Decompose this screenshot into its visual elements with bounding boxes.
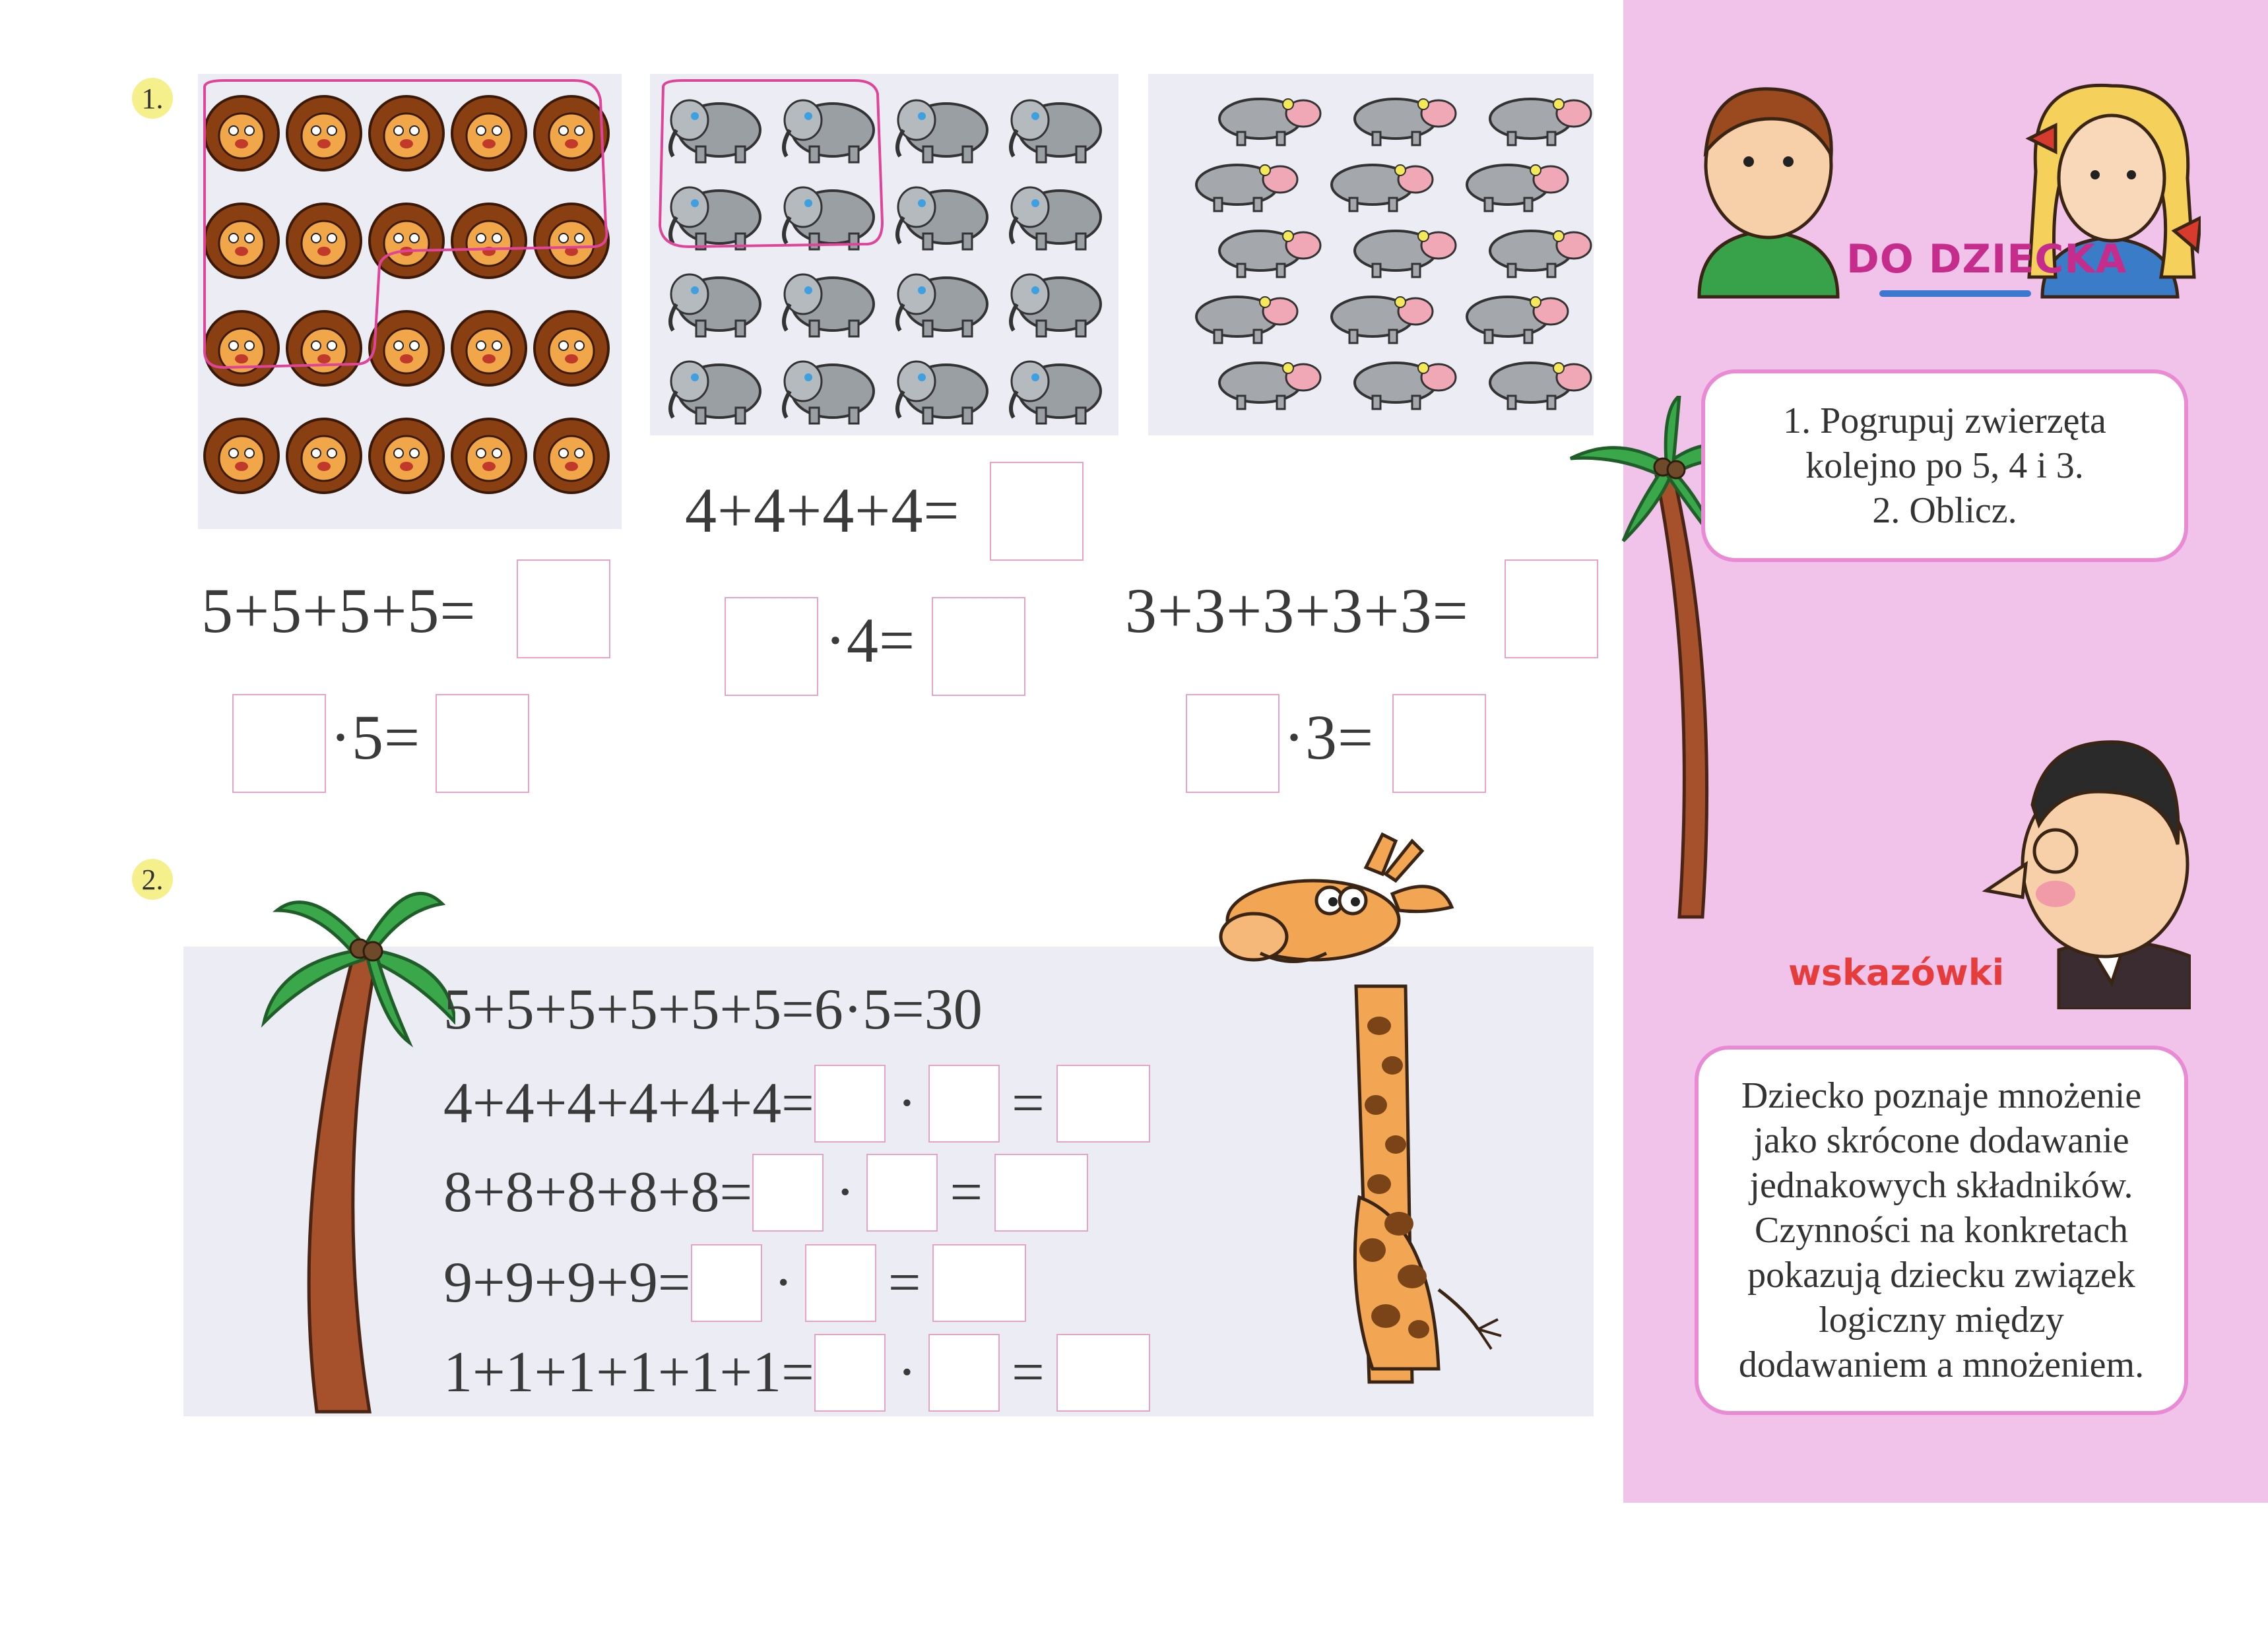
lion-icon xyxy=(287,311,361,385)
answer-box-fours-count[interactable] xyxy=(725,597,818,696)
row-1-addend-box[interactable] xyxy=(928,1065,1000,1143)
elephants-picture xyxy=(650,74,1118,435)
lion-icon xyxy=(287,96,361,170)
lion-icon xyxy=(535,419,608,493)
lions-illustration xyxy=(198,74,622,529)
equals-sign: = xyxy=(1012,1340,1045,1404)
task2-row-1 xyxy=(443,1062,1150,1145)
elephant-icon xyxy=(897,362,987,424)
task-number-badge: 1. xyxy=(132,78,173,119)
palm-tree-illustration xyxy=(238,871,455,1418)
header-underline xyxy=(1879,290,2031,297)
equals-sign: = xyxy=(1012,1071,1045,1135)
hippo-icon xyxy=(1467,297,1568,343)
elephant-icon xyxy=(670,100,760,162)
answer-box-fives-product[interactable] xyxy=(436,694,529,793)
hippo-icon xyxy=(1355,231,1456,277)
lion-icon xyxy=(370,311,443,385)
instruction-line: kolejno po 5, 4 i 3. xyxy=(1805,445,2084,486)
hippo-icon xyxy=(1196,297,1297,343)
hint-line: jako skrócone dodawanie xyxy=(1753,1120,2129,1161)
hint-line: jednakowych składników. xyxy=(1749,1165,2133,1206)
instruction-line: 2. Oblicz. xyxy=(1872,490,2017,531)
row-3-addend-box[interactable] xyxy=(805,1244,876,1322)
instructions-bubble xyxy=(1701,369,2188,562)
answer-box-threes-product[interactable] xyxy=(1392,694,1486,793)
elephant-icon xyxy=(1011,274,1101,336)
hippo-icon xyxy=(1355,363,1456,409)
lion-icon xyxy=(370,419,443,493)
dot-sign: · xyxy=(773,1251,793,1315)
dot-sign: · xyxy=(835,1160,855,1224)
instruction-line: 1. Pogrupuj zwierzęta xyxy=(1783,400,2106,441)
dot-sign: · xyxy=(897,1071,917,1135)
equation-fours: 4+4+4+4= xyxy=(685,475,960,546)
answer-box-fours-sum[interactable] xyxy=(990,462,1084,561)
row-4-result-box[interactable] xyxy=(1056,1334,1150,1412)
hippo-icon xyxy=(1355,99,1456,145)
lion-icon xyxy=(535,311,608,385)
lion-icon xyxy=(205,419,278,493)
equals-sign: = xyxy=(950,1160,983,1224)
task2-row-4 xyxy=(443,1331,1150,1414)
row-1-result-box[interactable] xyxy=(1056,1065,1150,1143)
task2-row-2 xyxy=(443,1151,1088,1234)
row-3-sum: 9+9+9+9= xyxy=(443,1251,691,1315)
hippo-icon xyxy=(1219,99,1320,145)
hint-line: Czynności na konkretach xyxy=(1754,1210,2129,1251)
lion-icon xyxy=(535,204,608,278)
equals-sign: = xyxy=(888,1251,921,1315)
dot-sign: · xyxy=(897,1340,917,1404)
elephant-icon xyxy=(670,362,760,424)
lion-icon xyxy=(205,96,278,170)
row-2-result-box[interactable] xyxy=(994,1154,1088,1232)
hippo-icon xyxy=(1332,297,1433,343)
elephant-icon xyxy=(670,274,760,336)
row-4-addend-box[interactable] xyxy=(928,1334,1000,1412)
elephant-icon xyxy=(897,100,987,162)
hippo-icon xyxy=(1219,231,1320,277)
teacher-illustration xyxy=(1973,732,2191,1009)
row-2-addend-box[interactable] xyxy=(866,1154,938,1232)
answer-box-fives-sum[interactable] xyxy=(517,559,610,658)
example-equation: 5+5+5+5+5+5=6·5=30 xyxy=(443,978,983,1042)
multiplication-threes: ·3= xyxy=(1283,702,1375,772)
answer-box-fours-product[interactable] xyxy=(932,597,1025,696)
hint-line: pokazują dziecku związek xyxy=(1747,1255,2135,1296)
elephants-illustration xyxy=(650,74,1118,435)
elephant-icon xyxy=(784,274,874,336)
row-4-sum: 1+1+1+1+1+1= xyxy=(443,1340,814,1404)
hints-bubble xyxy=(1695,1046,2188,1415)
elephant-icon xyxy=(784,187,874,249)
row-3-result-box[interactable] xyxy=(932,1244,1026,1322)
answer-box-threes-count[interactable] xyxy=(1186,694,1280,793)
row-2-count-box[interactable] xyxy=(752,1154,824,1232)
hippo-icon xyxy=(1490,231,1591,277)
lion-icon xyxy=(287,204,361,278)
lion-icon xyxy=(205,311,278,385)
hippos-illustration xyxy=(1148,74,1594,435)
row-2-sum: 8+8+8+8+8= xyxy=(443,1160,753,1224)
hippo-icon xyxy=(1332,165,1433,211)
answer-box-fives-count[interactable] xyxy=(232,694,326,793)
row-4-count-box[interactable] xyxy=(814,1334,886,1412)
sidebar-header: DO DZIECKA xyxy=(1846,236,2127,282)
hippo-icon xyxy=(1490,99,1591,145)
lion-icon xyxy=(452,204,526,278)
lion-icon xyxy=(287,419,361,493)
elephant-icon xyxy=(897,187,987,249)
lion-icon xyxy=(205,204,278,278)
hints-title: wskazówki xyxy=(1788,952,2005,993)
lion-icon xyxy=(452,311,526,385)
task2-row-3 xyxy=(443,1242,1026,1324)
lion-icon xyxy=(452,96,526,170)
hippo-icon xyxy=(1196,165,1297,211)
giraffe-illustration xyxy=(1214,828,1511,1422)
task-number-badge-2: 2. xyxy=(132,859,173,900)
elephant-icon xyxy=(784,362,874,424)
equation-fives: 5+5+5+5= xyxy=(201,575,476,646)
lion-icon xyxy=(370,96,443,170)
hippo-icon xyxy=(1219,363,1320,409)
hint-line: Dziecko poznaje mnożenie xyxy=(1741,1075,2142,1116)
hippos-picture xyxy=(1148,74,1594,435)
lions-picture xyxy=(198,74,622,529)
elephant-icon xyxy=(670,187,760,249)
row-3-count-box[interactable] xyxy=(691,1244,762,1322)
hint-line: logiczny między xyxy=(1819,1300,2064,1340)
lion-icon xyxy=(452,419,526,493)
row-1-sum: 4+4+4+4+4+4= xyxy=(443,1071,814,1135)
row-1-count-box[interactable] xyxy=(814,1065,886,1143)
elephant-icon xyxy=(1011,362,1101,424)
multiplication-fours: ·4= xyxy=(825,605,916,676)
equation-threes: 3+3+3+3+3= xyxy=(1125,575,1469,646)
elephant-icon xyxy=(784,100,874,162)
elephant-icon xyxy=(897,274,987,336)
elephant-icon xyxy=(1011,100,1101,162)
multiplication-fives: ·5= xyxy=(330,702,421,772)
elephant-icon xyxy=(1011,187,1101,249)
lion-icon xyxy=(535,96,608,170)
hint-line: dodawaniem a mnożeniem. xyxy=(1738,1344,2145,1385)
hippo-icon xyxy=(1467,165,1568,211)
